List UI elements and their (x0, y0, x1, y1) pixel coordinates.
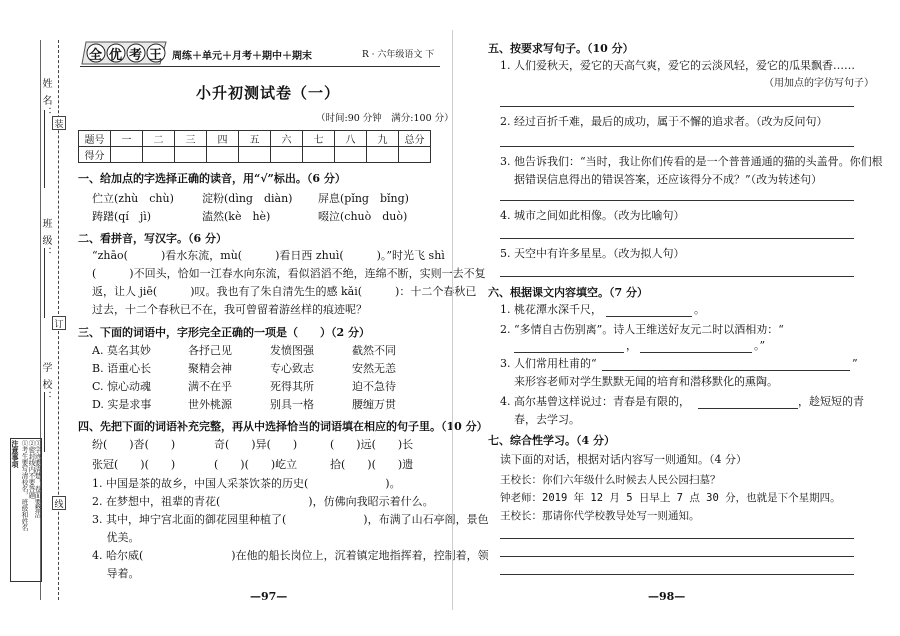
score-cell: 题号 (79, 131, 111, 147)
fill-sentence-cont: 导着。 (92, 567, 140, 580)
header-rule (80, 66, 440, 67)
poem-question: 3. 人们常用杜甫的“ (500, 357, 597, 370)
section-5-title: 五、按要求写句子。（10 分） (488, 42, 634, 55)
score-cell: 五 (239, 131, 271, 147)
option-word: 别具一格 (270, 398, 314, 411)
option-word: 聚精会神 (188, 362, 232, 375)
idiom-blank[interactable]: 奇( )异( ) (214, 438, 298, 451)
answer-line[interactable] (500, 538, 854, 539)
idiom-blank[interactable]: 纷( )沓( ) (92, 438, 176, 451)
logo-char-2: 优 (109, 48, 123, 63)
fill-sentence[interactable]: 2. 在梦想中，祖辈的青花( )，仿佛向我昭示着什么。 (92, 495, 434, 508)
header-grade: R · 六年级语文 下 (362, 50, 435, 60)
pinyin-choice[interactable]: 伫立(zhù chù) (92, 192, 174, 205)
option-b[interactable]: B. 语重心长 (92, 362, 152, 375)
option-word: 安然无恙 (352, 362, 396, 375)
score-row-label: 得分 (79, 147, 111, 163)
score-cell: 九 (367, 131, 399, 147)
fill-line[interactable] (698, 408, 798, 409)
option-word: 专心致志 (270, 362, 314, 375)
idiom-blank[interactable]: 张冠( )( ) (92, 458, 176, 471)
option-c[interactable]: C. 惊心动魂 (92, 380, 152, 393)
score-cell: 总分 (399, 131, 431, 147)
section-7-title: 七、综合性学习。（4 分） (488, 434, 615, 447)
score-cell: 二 (143, 131, 175, 147)
page-number: —98— (648, 590, 686, 603)
answer-line[interactable] (500, 238, 854, 239)
note-1: ①考生要写清校名，班级和姓名 (20, 440, 29, 531)
fill-sentence[interactable]: 4. 哈尔威( )在他的船长岗位上，沉着镇定地指挥着，控制着，领 (92, 549, 489, 562)
page-number: —97— (250, 590, 288, 603)
score-cell: 四 (207, 131, 239, 147)
score-input[interactable] (335, 147, 367, 163)
score-cell: 七 (303, 131, 335, 147)
name-label: 姓 名： (40, 78, 51, 120)
score-table (78, 130, 431, 163)
section-2-title: 二、看拼音，写汉字。（6 分） (78, 232, 227, 245)
answer-line[interactable] (500, 556, 854, 557)
poem-question: 1. 桃花潭水深千尺， (500, 303, 602, 316)
score-input[interactable] (239, 147, 271, 163)
option-word: 腰缠万贯 (352, 398, 396, 411)
option-word: 各抒己见 (188, 344, 232, 357)
idiom-blank[interactable]: ( )( )屹立 (214, 458, 298, 471)
rewrite-question: 1. 人们爱秋天，爱它的天高气爽，爱它的云淡风轻，爱它的瓜果飘香…… (500, 59, 855, 72)
idiom-blank[interactable]: ( )远( )长 (330, 438, 414, 451)
punct: ” (852, 357, 858, 370)
answer-line[interactable] (500, 276, 854, 277)
right-page (452, 0, 900, 636)
poem-question: 4. 高尔基曾这样说过：青春是有限的， (500, 395, 690, 408)
score-cell: 六 (271, 131, 303, 147)
fill-line[interactable] (514, 352, 624, 353)
poem-question-cont: 春，去学习。 (514, 413, 580, 426)
logo-char-4: 王 (149, 48, 163, 63)
score-cell: 八 (335, 131, 367, 147)
option-d[interactable]: D. 实是求事 (92, 398, 152, 411)
option-word: 死得其所 (270, 380, 314, 393)
passage-line[interactable]: “zhāo( )看水东流，mù( )看日西 zhuì( )。”时光飞 shì (92, 249, 445, 262)
punct: 。” (754, 339, 766, 352)
school-label: 学 校： (40, 362, 51, 404)
answer-line[interactable] (500, 200, 854, 201)
score-input[interactable] (367, 147, 399, 163)
poem-question-cont: 来形容老师对学生默默无闻的培育和潜移默化的熏陶。 (514, 375, 778, 388)
dialogue-line: 王校长：那请你代学校教导处写一则通知。 (500, 510, 700, 522)
rewrite-question: 4. 城市之间如此相像。（改为比喻句） (500, 209, 685, 222)
score-input[interactable] (399, 147, 431, 163)
note-3: ③字迹要清楚，卷面要整洁 (33, 440, 42, 518)
option-word: 迫不急待 (352, 380, 396, 393)
answer-line[interactable] (500, 574, 854, 575)
fill-sentence[interactable]: 1. 中国是茶的故乡，中国人采茶饮茶的历史( )。 (92, 477, 401, 490)
fill-sentence[interactable]: 3. 其中，坤宁宫北面的御花园里种植了( )，布满了山石亭阁，景色 (92, 513, 489, 526)
pinyin-choice[interactable]: 淀粉(dìng diàn) (202, 192, 293, 205)
pinyin-choice[interactable]: 啜泣(chuò duò) (318, 210, 408, 223)
brand-logo (80, 38, 168, 68)
punct: ， (626, 339, 637, 352)
fill-sentence-cont: 优美。 (92, 531, 140, 544)
logo-char-1: 全 (89, 48, 103, 63)
option-word: 发愤图强 (270, 344, 314, 357)
passage-line[interactable]: ( )不回头，恰如一江春水向东流，看似滔滔不绝，连绵不断，实则一去不复 (92, 267, 486, 280)
fill-line[interactable] (640, 352, 752, 353)
punct: 。 (694, 303, 705, 316)
score-input[interactable] (111, 147, 143, 163)
rewrite-question: 2. 经过百折千难，最后的成功，属于不懈的追求者。（改为反问句） (500, 115, 828, 128)
class-field[interactable] (44, 248, 45, 318)
dialogue-line: 王校长：你们六年级什么时候去人民公园扫墓？ (500, 474, 721, 486)
score-table-header-row (79, 131, 431, 147)
option-word: 世外桃源 (188, 398, 232, 411)
section-6-title: 六、根据课文内容填空。（7 分） (488, 286, 648, 299)
score-cell: 三 (175, 131, 207, 147)
option-word: 满不在乎 (188, 380, 232, 393)
score-input[interactable] (271, 147, 303, 163)
section-3-title: 三、下面的词语中，字形完全正确的一项是（ ）（2 分） (78, 326, 370, 339)
pinyin-choice[interactable]: 屏息(pǐng bǐng) (318, 192, 409, 205)
fill-line[interactable] (602, 370, 850, 371)
class-label: 班 级： (40, 218, 51, 260)
rewrite-question-cont: 据错误信息得出的错误答案，还应该得分不成？”（改为转述句） (514, 173, 823, 186)
score-cell: 一 (111, 131, 143, 147)
answer-line[interactable] (500, 106, 854, 107)
notes-box (10, 438, 42, 582)
score-input[interactable] (143, 147, 175, 163)
section-4-title: 四、先把下面的词语补充完整，再从中选择恰当的词语填在相应的句子里。（10 分） (78, 420, 488, 433)
idiom-blank[interactable]: 拾( )( )遗 (330, 458, 414, 471)
pinyin-choice[interactable]: 踌躇(qí jì) (92, 210, 152, 223)
school-field[interactable] (44, 392, 45, 452)
seal-mark-3: 线 (52, 496, 66, 510)
note-2: ②密封线内不要答题 (27, 440, 36, 499)
notes-title: 注意事项 (11, 440, 20, 468)
task-intro: 读下面的对话，根据对话内容写一则通知。（4 分） (500, 453, 747, 466)
passage-line: 过去，十二个春秋已不在，我可曾留着游丝样的痕迹呢？ (92, 303, 367, 316)
score-input[interactable] (303, 147, 335, 163)
fill-line[interactable] (606, 316, 692, 317)
option-a[interactable]: A. 莫名其妙 (92, 344, 151, 357)
dialogue-line: 钟老师：2019 年 12 月 5 日早上 7 点 30 分，也就是下个星期四。 (500, 492, 841, 504)
score-input[interactable] (175, 147, 207, 163)
seal-mark-2: 订 (52, 316, 66, 330)
header-series: 周练＋单元＋月考＋期中＋期末 (172, 51, 312, 62)
rewrite-question: 3. 他告诉我们：“当时，我让你们传看的是一个普普通通的猫的头盖骨。你们根 (500, 155, 883, 168)
section-1-title: 一、给加点的字选择正确的读音，用“√”标出。（6 分） (78, 172, 346, 185)
logo-char-3: 考 (129, 48, 143, 63)
exam-meta: （时间:90 分钟 满分:100 分） (316, 113, 454, 124)
passage-line[interactable]: 返，让人 jiē( )叹。我也有了朱自清先生的感 kǎi( )：十二个春秋已 (92, 285, 477, 298)
poem-question: 2. “多情自古伤别离”。诗人王维送好友元二时以酒相劝：“ (500, 323, 784, 336)
pinyin-choice[interactable]: 溘然(kè hè) (202, 210, 271, 223)
answer-line[interactable] (500, 146, 854, 147)
name-field[interactable] (44, 110, 45, 188)
rewrite-question: 5. 天空中有许多星星。（改为拟人句） (500, 247, 685, 260)
poem-question-tail: ，趁短短的青 (798, 395, 864, 408)
seal-mark-1: 装 (52, 116, 66, 130)
score-input[interactable] (207, 147, 239, 163)
option-word: 截然不同 (352, 344, 396, 357)
page-title: 小升初测试卷（一） (196, 84, 341, 102)
score-table-score-row (79, 147, 431, 163)
rewrite-note: （用加点的字仿写句子） (764, 78, 874, 89)
